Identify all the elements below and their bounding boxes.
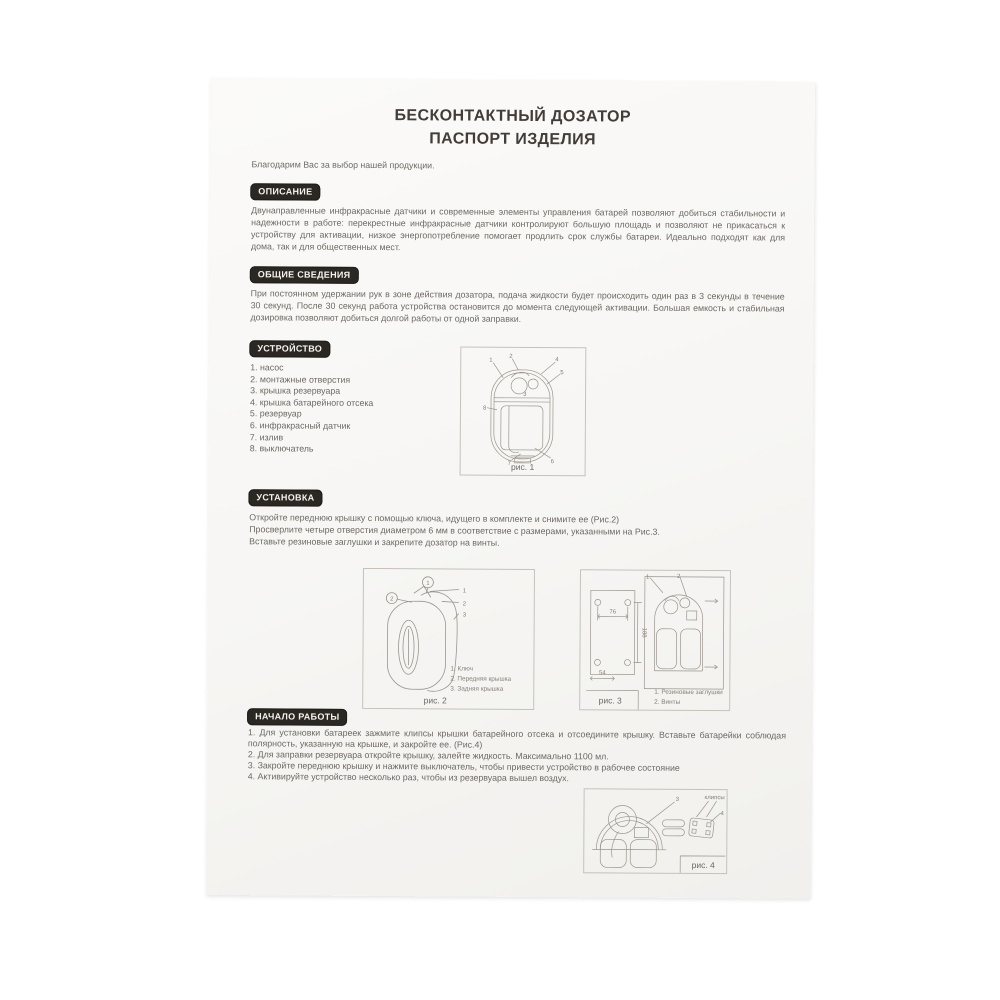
fig3-dim-width: 76 bbox=[609, 609, 617, 616]
page-title: БЕСКОНТАКТНЫЙ ДОЗАТОР bbox=[394, 107, 632, 126]
figure2-box bbox=[362, 568, 535, 710]
fig2-circled-2: 2 bbox=[390, 596, 394, 603]
figure3-box bbox=[579, 569, 731, 711]
device-list-item: 2. монтажные отверстия bbox=[250, 373, 351, 385]
fig2-callout-2: 2 bbox=[462, 601, 467, 608]
figure1-caption: рис. 1 bbox=[511, 461, 535, 472]
installation-line: Вставьте резиновые заглушки и закрепите дозатор на винты. bbox=[249, 536, 500, 548]
device-list-item: 8. выключатель bbox=[249, 443, 314, 454]
installation-lines bbox=[249, 511, 794, 550]
device-list-item: 1. насос bbox=[250, 362, 284, 373]
figure4-caption: рис. 4 bbox=[691, 859, 715, 871]
fig2-legend-3: 3. Задняя крышка bbox=[450, 685, 504, 693]
fig3-callout-2: 2 bbox=[676, 573, 681, 580]
device-list-item: 4. крышка батарейного отсека bbox=[249, 397, 374, 408]
device-list bbox=[250, 361, 451, 455]
fig1-callout-8: 8 bbox=[482, 405, 487, 412]
figure4-box bbox=[583, 788, 728, 874]
fig4-callout-4: 4 bbox=[720, 811, 724, 818]
fig1-callout-2: 2 bbox=[509, 353, 513, 360]
document-page bbox=[206, 78, 815, 899]
fig2-circled-1: 1 bbox=[426, 580, 430, 587]
section-badge-description: ОПИСАНИЕ bbox=[250, 183, 320, 200]
fig1-callout-6: 6 bbox=[550, 459, 555, 466]
fig2-callout-1: 1 bbox=[462, 588, 467, 595]
device-list-item: 6. инфракрасный датчик bbox=[249, 420, 351, 431]
fig1-callout-1: 1 bbox=[489, 357, 493, 364]
fig2-callout-3: 3 bbox=[462, 612, 467, 619]
figure3-caption: рис. 3 bbox=[598, 695, 622, 706]
description-paragraph: Двунаправленные инфракрасные датчики и современные элементы управления батарей позволяют добиться стабильности и надежности в работе: перекрестные инфракрасные датчики контролируют большую площадь и позволяют не прикасаться к устройству для активации, низкое энергопотребление помогает продлить срок службы батареи. Идеально подходят как для дома, так и для общественных мест. bbox=[250, 205, 786, 253]
device-list-item: 7. излив bbox=[249, 431, 284, 443]
fig4-callout-3: 3 bbox=[675, 796, 679, 803]
figure3-drawing bbox=[580, 570, 730, 710]
fig1-callout-5: 5 bbox=[560, 370, 564, 377]
fig2-legend-1: 1. Ключ bbox=[450, 665, 473, 673]
fig3-dim-height: 188 bbox=[640, 627, 647, 638]
fig3-legend-2: 2. Винты bbox=[654, 698, 681, 706]
fig1-callout-4: 4 bbox=[555, 357, 559, 364]
section-badge-start: НАЧАЛО РАБОТЫ bbox=[247, 708, 348, 726]
step-item: 4. Активируйте устройство несколько раз, чтобы из резервуара вышел воздух. bbox=[247, 771, 570, 784]
intro-text: Благодарим Вас за выбор нашей продукции. bbox=[251, 159, 435, 171]
fig2-legend-2: 2. Передняя крышка bbox=[450, 675, 512, 683]
device-list-item: 3. крышка резервуара bbox=[250, 385, 341, 396]
figure2-caption: рис. 2 bbox=[423, 695, 447, 706]
figure2-drawing bbox=[363, 569, 534, 709]
start-steps bbox=[248, 727, 786, 785]
step-item: 2. Для заправки резервуара откройте крышку, залейте жидкость. Максимально 1100 мл. bbox=[247, 749, 609, 762]
installation-line: Откройте переднюю крышку с помощью ключа, идущего в комплекте и снимите ее (Рис.2) bbox=[249, 512, 620, 525]
section-badge-installation: УСТАНОВКА bbox=[248, 489, 322, 506]
section-badge-general: ОБЩИЕ СВЕДЕНИЯ bbox=[250, 266, 359, 284]
fig3-dim-offset: 54 bbox=[599, 670, 606, 677]
figure4-drawing bbox=[584, 789, 727, 873]
general-paragraph: При постоянном удержании рук в зоне действия дозатора, подача жидкости будет происходить один раз в 3 секунды в течение 30 секунд. После 30 секунд работа устройства остановится до момента следующей активации. Большая емкость и стабильная дозировка позволяют добиться долгой работы от одной заправки. bbox=[250, 288, 785, 324]
fig3-legend-1: 1. Резиновые заглушки bbox=[654, 688, 723, 697]
fig3-callout-1: 1 bbox=[645, 574, 650, 581]
device-list-item: 5. резервуар bbox=[249, 408, 302, 419]
figure1-drawing bbox=[461, 348, 586, 476]
fig4-label-clips: клипсы bbox=[704, 795, 725, 802]
step-item: 1. Для установки батареек зажмите клипсы крышки батарейного отсека и отсоедините крышку. Вставьте батарейки соблюдая полярность, указанную на крышке, и закройте ее. (Рис.4) bbox=[247, 727, 787, 750]
installation-line: Просверлите четыре отверстия диаметром 6 мм в соответствие с размерами, указанными на Рис.3. bbox=[249, 524, 660, 537]
step-item: 3. Закройте переднюю крышку и нажмите выключатель, чтобы привести устройство в рабочее состояние bbox=[247, 760, 680, 773]
fig1-callout-3: 3 bbox=[523, 391, 527, 398]
figure1-box bbox=[460, 347, 587, 477]
fig1-callout-7: 7 bbox=[507, 460, 512, 467]
section-badge-device: УСТРОЙСТВО bbox=[249, 340, 330, 357]
page-subtitle: ПАСПОРТ ИЗДЕЛИЯ bbox=[429, 130, 597, 149]
